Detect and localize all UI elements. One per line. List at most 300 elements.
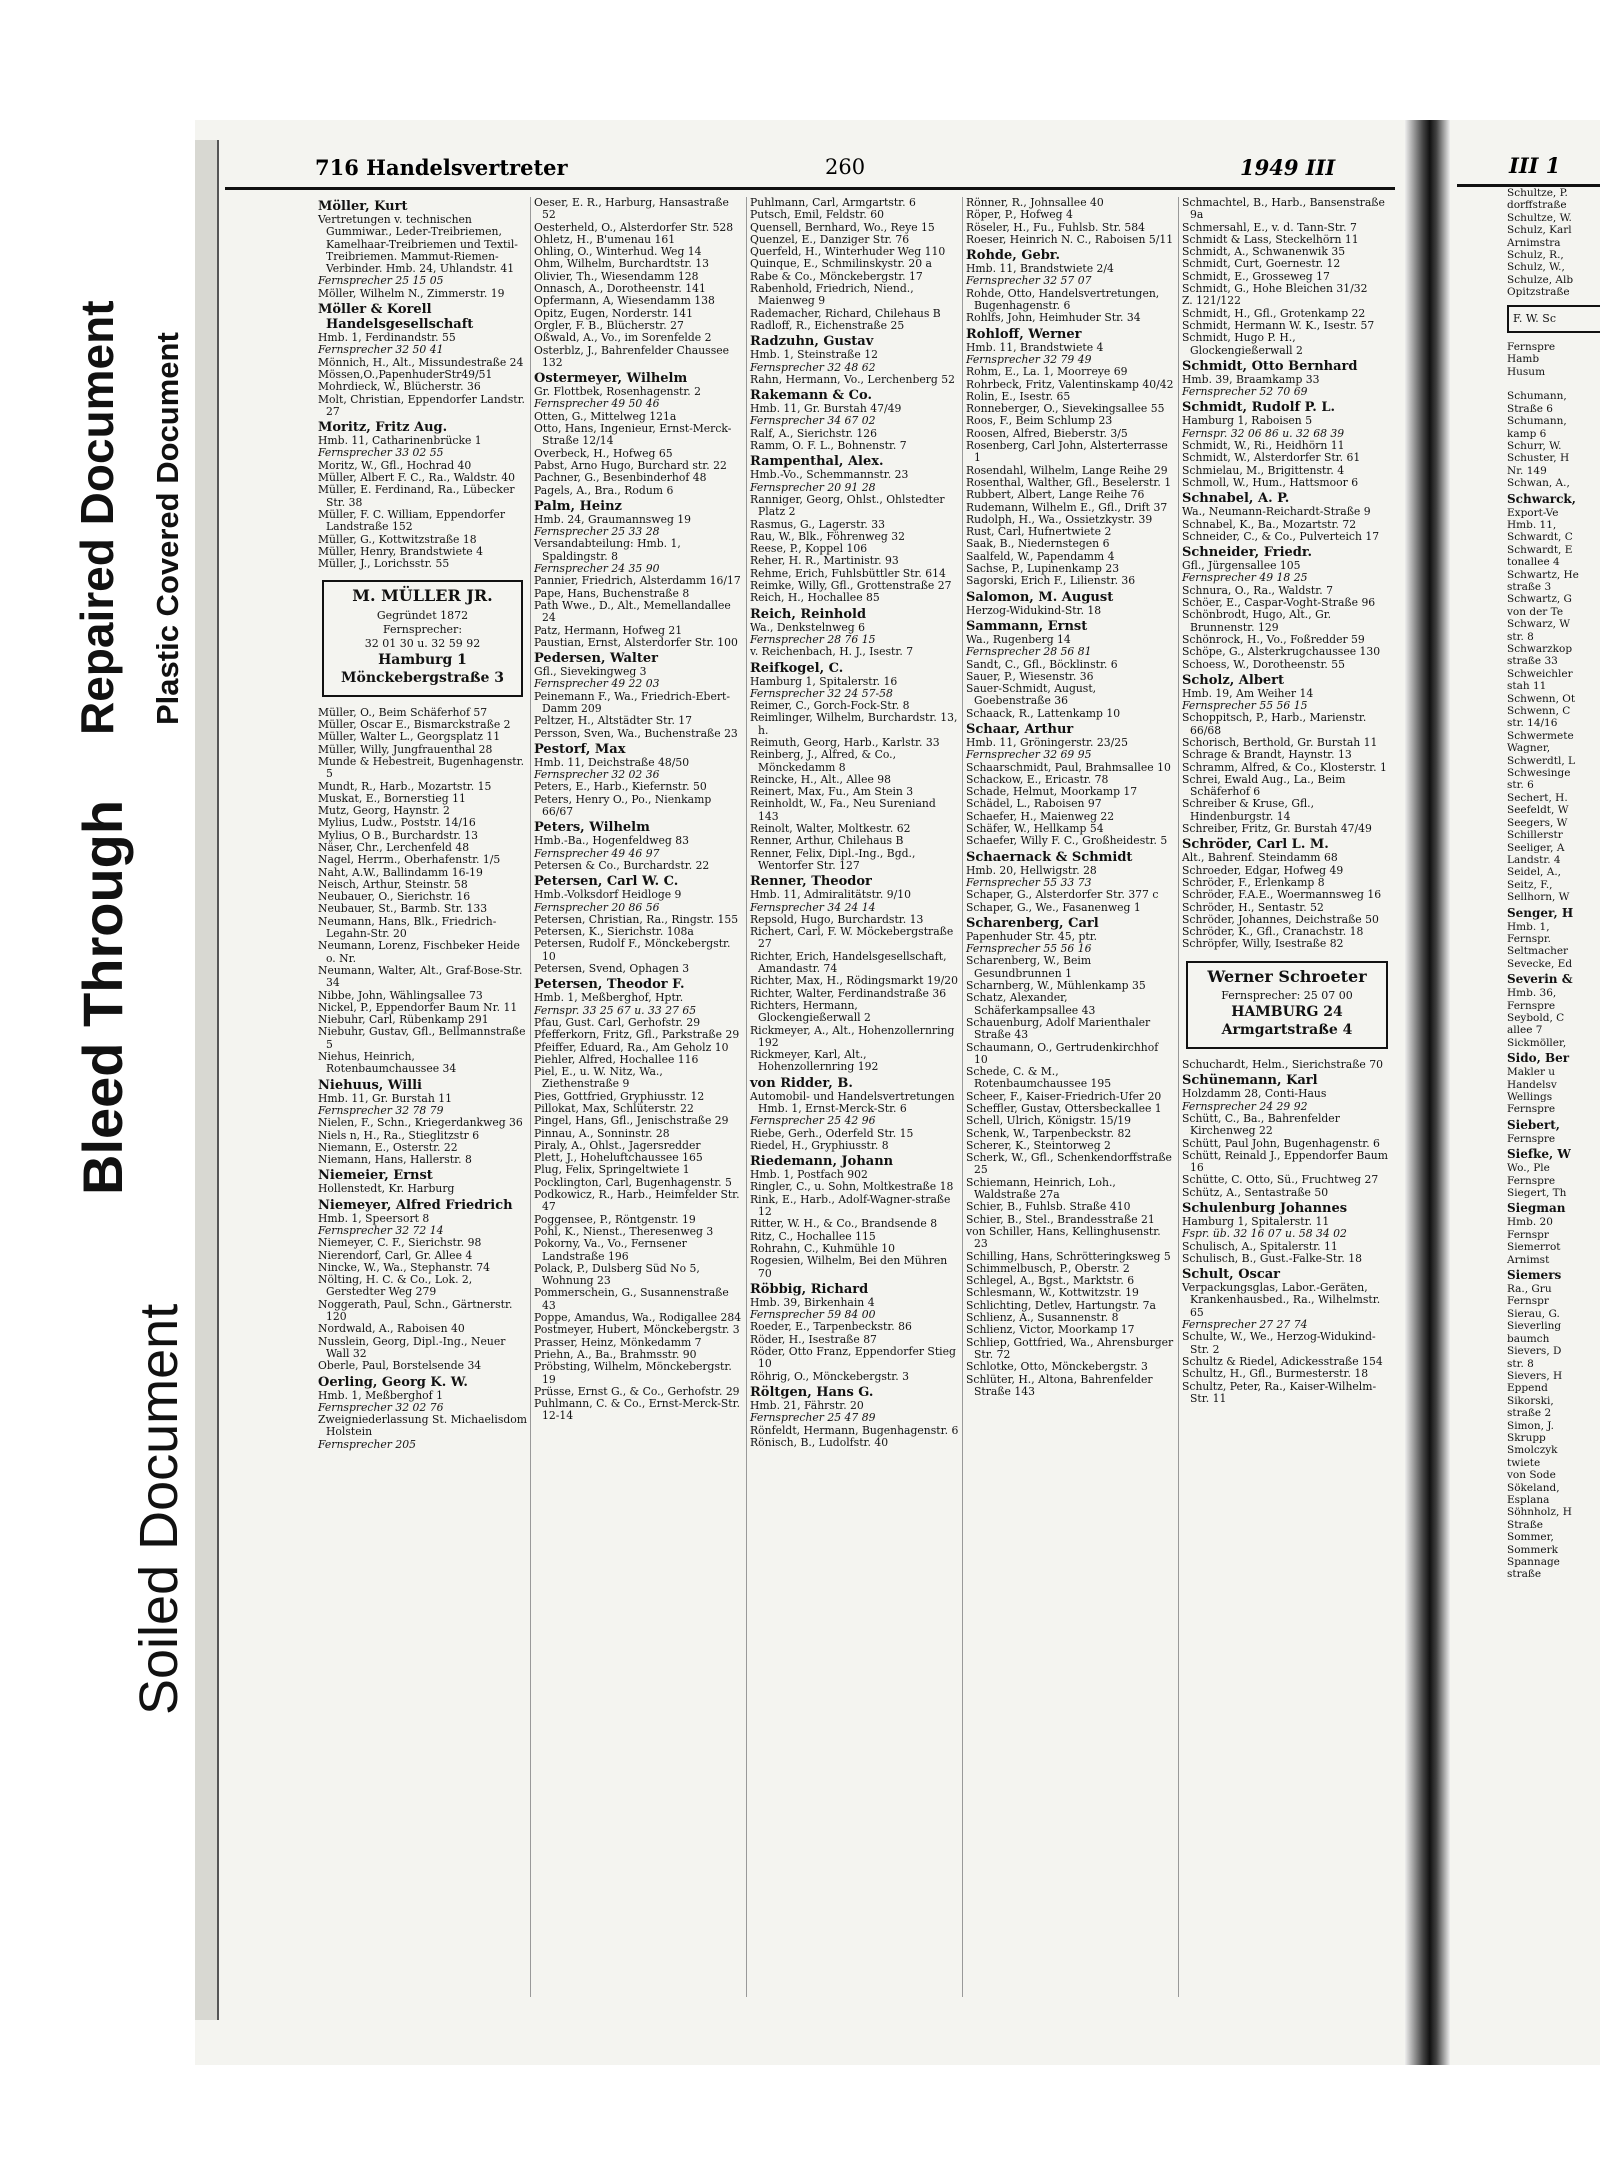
entry-phone: Fernsprecher 205 — [318, 1437, 416, 1451]
advertisement-title: M. MÜLLER JR. — [352, 586, 493, 606]
entry-line: Müller, E. Ferdinand, Ra., Lübecker Str. 38 — [318, 483, 515, 509]
entry-name: Pedersen, Walter — [534, 651, 658, 667]
entry-line: Petersen, K., Sierichstr. 108a — [534, 925, 694, 939]
entry-name: von Ridder, B. — [750, 1075, 853, 1091]
entry-line: Poggensee, P., Röntgenstr. 19 — [534, 1212, 696, 1226]
entry-line: Rabenhold, Friedrich, Niend., Maienweg 9 — [750, 282, 914, 308]
adjacent-entry-line: Ra., Gru — [1507, 1283, 1552, 1296]
entry-line: Schatz, Alexander, Schäferkampsallee 43 — [966, 991, 1096, 1017]
adjacent-entry-line: Schwenn, C — [1507, 705, 1571, 718]
entry-line: Rasmus, G., Lagerstr. 33 — [750, 517, 886, 531]
entry-line: Schulisch, A., Spitalerstr. 11 — [1182, 1239, 1338, 1253]
entry-line: Roeder, E., Tarpenbeckstr. 86 — [750, 1320, 912, 1334]
entry-line: Schackow, E., Ericastr. 78 — [966, 772, 1109, 786]
directory-column — [531, 197, 747, 1997]
entry-line: Schaarschmidt, Paul, Brahmsallee 10 — [966, 760, 1171, 774]
entry-name: Scharenberg, Carl — [966, 915, 1099, 931]
adjacent-entry-line: Seefeldt, W — [1507, 804, 1569, 817]
entry-phone: Fernsprecher 24 35 90 — [534, 562, 660, 576]
entry-line: Wa., Rugenberg 14 — [966, 632, 1071, 646]
entry-line: Schaper, G., We., Fasanenweg 1 — [966, 900, 1141, 914]
entry-line: Schmidt & Lass, Steckelhörn 11 — [1182, 232, 1359, 246]
entry-line: Schmidt, Hermann W. K., Isestr. 57 — [1182, 318, 1375, 332]
entry-name: Niehuus, Willi — [318, 1077, 422, 1093]
entry-line: Rudemann, Wilhelm E., Gfl., Drift 37 — [966, 500, 1168, 514]
entry-name: Rohde, Gebr. — [966, 248, 1060, 264]
entry-line: Hamburg 1, Raboisen 5 — [1182, 414, 1313, 428]
entry-line: Wa., Neumann-Reichardt-Straße 9 — [1182, 505, 1371, 519]
entry-line: Pfefferkorn, Fritz, Gfl., Parkstraße 29 — [534, 1028, 740, 1042]
entry-name: Sammann, Ernst — [966, 618, 1088, 634]
entry-line: Richter, Walter, Ferdinandstraße 36 — [750, 986, 947, 1000]
entry-line: Schaumann, O., Gertrudenkirchhof 10 — [966, 1040, 1159, 1066]
directory-column — [315, 197, 531, 1997]
entry-line: Pagels, A., Bra., Rodum 6 — [534, 483, 674, 497]
entry-line: Pfeiffer, Eduard, Ra., Am Geholz 10 — [534, 1040, 729, 1054]
directory-page — [225, 145, 1395, 2045]
entry-line: Müller, G., Kottwitzstraße 18 — [318, 532, 477, 546]
entry-line: Puhlmann, Carl, Armgartstr. 6 — [750, 197, 916, 209]
header-year: 1949 III — [1240, 155, 1336, 180]
entry-phone: Fernsprecher 32 69 95 — [966, 748, 1092, 762]
adjacent-entry-line: allee 7 — [1507, 1024, 1543, 1037]
entry-line: Hmb. 11, Brandstwiete 2/4 — [966, 262, 1114, 276]
entry-line: Pröbsting, Wilhelm, Mönckebergstr. 19 — [534, 1360, 732, 1386]
entry-line: Renner, Felix, Dipl.-Ing., Bgd., Wentorfer Str. 127 — [750, 846, 916, 872]
entry-line: Hmb. 20, Hellwigstr. 28 — [966, 863, 1097, 877]
adjacent-entry-line: Fernspre — [1507, 1103, 1556, 1116]
entry-line: Nibbe, John, Wählingsallee 73 — [318, 988, 483, 1002]
entry-line: Reinert, Max, Fu., Am Stein 3 — [750, 785, 914, 799]
entry-line: Schmidt, G., Hohe Bleichen 31/32 — [1182, 282, 1368, 296]
adjacent-entry-line: Schwermete — [1507, 729, 1574, 742]
entry-name: Schaar, Arthur — [966, 721, 1074, 737]
adjacent-entry-line: kamp 6 — [1507, 427, 1547, 440]
adjacent-entry-line: Simon, J. — [1507, 1419, 1554, 1432]
entry-line: Müller, J., Lorichsstr. 55 — [318, 557, 450, 571]
entry-line: Schröder, H., Sentastr. 52 — [1182, 900, 1324, 914]
entry-line: Schenk, W., Tarpenbeckstr. 82 — [966, 1126, 1132, 1140]
adjacent-entry-line: straße 3 — [1507, 580, 1552, 593]
adjacent-entry-line: Arnimst — [1507, 1253, 1550, 1266]
entry-line: Hmb. 11, Gröningerstr. 23/25 — [966, 735, 1128, 749]
entry-line: Schultz, H., Gfl., Burmesterstr. 18 — [1182, 1367, 1369, 1381]
entry-line: von Schiller, Hans, Kellinghusenstr. 23 — [966, 1224, 1161, 1251]
entry-line: Nagel, Herrm., Oberhafenstr. 1/5 — [318, 853, 501, 867]
entry-line: Ritter, W. H., & Co., Brandsende 8 — [750, 1217, 938, 1231]
adjacent-entry-line: Severin & — [1507, 972, 1573, 987]
entry-line: Hamburg 1, Spitalerstr. 16 — [750, 674, 898, 688]
entry-line: Hmb. 1, Steinstraße 12 — [750, 348, 878, 362]
entry-name: Schneider, Friedr. — [1182, 545, 1313, 561]
directory-column — [747, 197, 963, 1997]
book-edge — [195, 140, 219, 2020]
entry-line: Schilling, Hans, Schrötteringksweg 5 — [966, 1249, 1171, 1263]
entry-line: Schmidt, Curt, Goernestr. 12 — [1182, 257, 1341, 271]
adjacent-page-column — [1457, 187, 1600, 1581]
adjacent-entry-line: Schulz, W., — [1507, 261, 1565, 274]
entry-line: Hmb.-Vo., Schemmannstr. 23 — [750, 468, 909, 482]
adjacent-entry-line: Fernspr — [1507, 1228, 1549, 1241]
entry-line: Schier, B., Stel., Brandesstraße 21 — [966, 1212, 1155, 1226]
repaired-document-tag: Repaired Document — [71, 300, 123, 735]
entry-line: Schlegel, A., Bgst., Marktstr. 6 — [966, 1274, 1135, 1288]
entry-line: Noggerath, Paul, Schn., Gärtnerstr. 120 — [318, 1297, 513, 1324]
adjacent-entry-line: Sökeland, — [1507, 1481, 1560, 1494]
entry-line: Schönbrodt, Hugo, Alt., Gr. Brunnenstr. 129 — [1182, 608, 1332, 634]
entry-name: Moritz, Fritz Aug. — [318, 420, 448, 436]
entry-line: Niemann, E., Osterstr. 22 — [318, 1140, 458, 1154]
adjacent-entry-line: Senger, H — [1507, 905, 1574, 920]
entry-line: Schroeder, Edgar, Hofweg 49 — [1182, 863, 1344, 877]
entry-line: Schoppitsch, P., Harb., Marienstr. 66/68 — [1182, 711, 1367, 737]
bleed-through-tag: Bleed Through — [71, 799, 134, 1195]
entry-line: Schröpfer, Willy, Isestraße 82 — [1182, 937, 1344, 951]
entry-line: Nordwald, A., Raboisen 40 — [318, 1322, 465, 1336]
entry-phone: Fernsprecher 55 33 73 — [966, 875, 1092, 889]
entry-line: Rust, Carl, Hufnertwiete 2 — [966, 525, 1112, 539]
entry-line: Oberle, Paul, Borstelsende 34 — [318, 1359, 482, 1373]
entry-line: Schröder, K., Gfl., Cranachstr. 18 — [1182, 925, 1364, 939]
entry-line: Schlienz, Victor, Moorkamp 17 — [966, 1323, 1135, 1337]
adjacent-entry-line: Schwardt, E — [1507, 543, 1573, 556]
entry-phone: Fernsprecher 49 22 03 — [534, 677, 660, 691]
entry-line: Nusslein, Georg, Dipl.-Ing., Neuer Wall 32 — [318, 1334, 506, 1360]
entry-line: Neumann, Walter, Alt., Graf-Bose-Str. 34 — [318, 963, 523, 990]
adjacent-entry-line: Landstr. 4 — [1507, 853, 1561, 866]
adjacent-entry-line: dorffstraße — [1507, 199, 1567, 212]
plastic-covered-tag: Plastic Covered Document — [150, 332, 185, 725]
entry-line: Overbeck, H., Hofweg 65 — [534, 446, 673, 460]
entry-phone: Fernspr. 33 25 67 u. 33 27 65 — [534, 1003, 697, 1017]
entry-line: Mönnich, H., Alt., Missundestraße 24 — [318, 355, 524, 369]
entry-line: Hamburg 1, Spitalerstr. 11 — [1182, 1215, 1330, 1228]
entry-line: Schmidt, H., Gfl., Grotenkamp 22 — [1182, 306, 1366, 320]
entry-line: Hmb. 11, Gr. Burstah 11 — [318, 1091, 452, 1105]
adjacent-entry-line: Fernspre — [1507, 999, 1556, 1012]
directory-columns — [315, 197, 1395, 1997]
entry-line: Podkowicz, R., Harb., Heimfelder Str. 47 — [534, 1188, 740, 1214]
entry-line: Priehn, A., Ba., Brahmsstr. 90 — [534, 1347, 697, 1361]
entry-phone: Fernsprecher 32 48 62 — [750, 360, 876, 374]
directory-column — [1179, 197, 1395, 1997]
entry-line: Schuchardt, Helm., Sierichstraße 70 — [1182, 1058, 1383, 1072]
entry-line: Hmb. 1, Ferdinandstr. 55 — [318, 331, 456, 345]
entry-phone: Fernsprecher 25 47 89 — [750, 1411, 876, 1425]
entry-name: Rampenthal, Alex. — [750, 454, 884, 470]
entry-line: Richter, Erich, Handelsgesellschaft, Amandastr. 74 — [750, 949, 947, 976]
entry-line: Scharnberg, W., Mühlenkamp 35 — [966, 979, 1146, 993]
adjacent-entry-line: stah 11 — [1507, 680, 1547, 693]
adjacent-entry-line: Sido, Ber — [1507, 1051, 1570, 1066]
adjacent-entry-line: Sieverling — [1507, 1320, 1562, 1333]
entry-line: Automobil- und Handelsvertretungen Hmb. 1, Ernst-Merck-Str. 6 — [750, 1089, 955, 1115]
entry-line: Verpackungsglas, Labor.-Geräten, Krankenhausbed., Ra., Wilhelmstr. 65 — [1182, 1281, 1381, 1319]
entry-line: Radloff, R., Eichenstraße 25 — [750, 318, 905, 332]
entry-name: Schult, Oscar — [1182, 1267, 1281, 1283]
entry-phone: Fernsprecher 32 50 41 — [318, 343, 444, 357]
adjacent-entry-line: Fernspr. — [1507, 932, 1552, 945]
entry-phone: Fernsprecher 59 84 00 — [750, 1308, 876, 1322]
entry-line: Richters, Hermann, Glockengießerwall 2 — [750, 998, 871, 1025]
entry-line: Schultz & Riedel, Adickesstraße 154 — [1182, 1354, 1383, 1368]
entry-line: Schramm, Alfred, & Co., Klosterstr. 1 — [1182, 760, 1387, 774]
entry-line: Nölting, H. C. & Co., Lok. 2, Gerstedter Weg 279 — [318, 1273, 473, 1299]
entry-line: Peters, Henry O., Po., Nienkamp 66/67 — [534, 792, 712, 819]
entry-name: Riedemann, Johann — [750, 1154, 894, 1170]
entry-line: Müller, Henry, Brandstwiete 4 — [318, 544, 483, 558]
entry-line: Hmb. 1, Meßberghof, Hptr. — [534, 991, 684, 1005]
entry-line: Herzog-Widukind-Str. 18 — [966, 603, 1102, 617]
entry-name: Röltgen, Hans G. — [750, 1384, 874, 1400]
entry-line: Müller, O., Beim Schäferhof 57 — [318, 705, 488, 719]
entry-line: Rudolph, H., Wa., Ossietzkystr. 39 — [966, 512, 1153, 526]
entry-line: Schlichting, Detlev, Hartungstr. 7a — [966, 1298, 1156, 1312]
entry-line: Holzdamm 28, Conti-Haus — [1182, 1087, 1327, 1101]
entry-line: Schede, C. & M., Rotenbaumchaussee 195 — [966, 1065, 1112, 1091]
entry-line: Rönisch, B., Ludolfstr. 40 — [750, 1435, 889, 1449]
entry-line: Schmersahl, E., v. d. Tann-Str. 7 — [1182, 220, 1357, 234]
entry-line: Richert, Carl, F. W. Möckebergstraße 27 — [750, 925, 954, 951]
entry-line: Müller, F. C. William, Eppendorfer Landstraße 152 — [318, 507, 505, 534]
entry-line: Müller, Willy, Jungfrauenthal 28 — [318, 742, 493, 756]
adjacent-entry-line: Wagner, — [1507, 742, 1551, 755]
entry-line: Niels n, H., Ra., Stieglitzstr 6 — [318, 1128, 480, 1142]
adjacent-entry-line: Fernspre — [1507, 341, 1556, 354]
header-section-title: 716 Handelsvertreter — [315, 155, 568, 180]
adjacent-entry-line: Fernspre — [1507, 1132, 1556, 1145]
advertisement-line: 32 01 30 u. 32 59 92 — [364, 636, 481, 650]
entry-line: Naht, A.W., Ballindamm 16-19 — [318, 865, 483, 879]
entry-line: Quinque, E., Schmilinskystr. 20 a — [750, 257, 932, 271]
entry-line: Ramm, O. F. L., Bohnenstr. 7 — [750, 439, 907, 453]
entry-name: Radzuhn, Gustav — [750, 334, 874, 350]
entry-phone: Fernsprecher 20 91 28 — [750, 480, 876, 494]
adjacent-entry-line: Seeliger, A — [1507, 841, 1565, 854]
entry-line: Hmb.-Ba., Hogenfeldweg 83 — [534, 834, 689, 848]
entry-line: Rohde, Otto, Handelsvertretungen, Bugenhagenstr. 6 — [966, 286, 1160, 313]
entry-name: Schmidt, Otto Bernhard — [1182, 358, 1358, 374]
entry-line: Patz, Hermann, Hofweg 21 — [534, 623, 683, 637]
entry-line: Schier, B., Fuhlsb. Straße 410 — [966, 1200, 1131, 1214]
entry-line: Prasser, Heinz, Mönkedamm 7 — [534, 1335, 702, 1349]
adjacent-entry-line: Export-Ve — [1507, 506, 1559, 519]
adjacent-entry-line: Wellings — [1507, 1091, 1553, 1103]
entry-line: v. Reichenbach, H. J., Isestr. 7 — [750, 645, 914, 659]
entry-line: Schröder, F.A.E., Woermannsweg 16 — [1182, 888, 1382, 902]
adjacent-entry-line: Sellhorn, W — [1507, 891, 1570, 904]
page-header — [225, 145, 1395, 190]
entry-line: Pachner, G., Besenbinderhof 48 — [534, 471, 707, 485]
entry-line: Schaefer, H., Maienweg 22 — [966, 809, 1115, 823]
entry-line: Schorisch, Berthold, Gr. Burstah 11 — [1182, 735, 1378, 749]
adjacent-entry-line: Esplana — [1507, 1493, 1550, 1506]
entry-line: Roos, F., Beim Schlump 23 — [966, 414, 1113, 428]
adjacent-entry-line: straße 2 — [1507, 1407, 1552, 1420]
entry-line: Mundt, R., Harb., Mozartstr. 15 — [318, 779, 492, 793]
entry-name: Pestorf, Max — [534, 741, 626, 757]
entry-line: Otten, G., Mittelweg 121a — [534, 409, 677, 423]
entry-line: Nielen, F., Schn., Kriegerdankweg 36 — [318, 1116, 523, 1130]
entry-line: Schaack, R., Lattenkamp 10 — [966, 706, 1121, 720]
adjacent-entry-line: Opitzstraße — [1507, 286, 1570, 299]
advertisement-line: Fernsprecher: 25 07 00 — [1221, 989, 1353, 1003]
adjacent-entry-line: Straße 6 — [1507, 402, 1553, 415]
entry-line: Reinholdt, W., Fa., Neu Sureniand 143 — [750, 797, 936, 823]
entry-phone: Fernsprecher 28 56 81 — [966, 645, 1092, 659]
entry-line: Peinemann F., Wa., Friedrich-Ebert-Damm 209 — [534, 689, 730, 715]
entry-line: Plett, J., Hoheluftchaussee 165 — [534, 1151, 703, 1165]
entry-line: Schmidt, W., Ri., Heidhörn 11 — [1182, 439, 1345, 453]
entry-phone: Fernsprecher 20 86 56 — [534, 900, 660, 914]
adjacent-entry-line: Wo., Ple — [1507, 1162, 1550, 1175]
entry-line: Piraly, A., Ohlst., Jagersredder — [534, 1138, 701, 1152]
book-gutter — [1405, 120, 1450, 2065]
entry-line: Ralf, A., Sierichstr. 126 — [750, 426, 878, 440]
entry-line: Schönrock, H., Vo., Foßredder 59 — [1182, 632, 1365, 646]
entry-line: Schmoll, W., Hum., Hattsmoor 6 — [1182, 475, 1359, 489]
entry-name: Schaernack & Schmidt — [966, 849, 1133, 865]
adjacent-entry-line: Fernspre — [1507, 1174, 1556, 1187]
entry-line: Ohletz, H., B'umenau 161 — [534, 232, 676, 246]
entry-line: Hmb. 11, Gr. Burstah 47/49 — [750, 402, 902, 416]
adjacent-entry-line: Sickmöller, — [1507, 1036, 1567, 1049]
entry-line: Moritz, W., Gfl., Hochrad 40 — [318, 458, 472, 472]
entry-line: Otto, Hans, Ingenieur, Ernst-Merck-Straße 12/14 — [534, 422, 732, 448]
adjacent-entry-line: von Sode — [1507, 1469, 1556, 1482]
entry-phone: Fernsprecher 28 76 15 — [750, 632, 876, 646]
adjacent-entry-line: Siemers — [1507, 1268, 1562, 1283]
entry-phone: Fernsprecher 24 29 92 — [1182, 1099, 1308, 1113]
entry-line: Munde & Hebestreit, Bugenhagenstr. 5 — [318, 754, 525, 781]
entry-name: Oerling, Georg K. W. — [318, 1374, 468, 1390]
adjacent-entry-line: Seidel, A., — [1507, 866, 1561, 879]
advertisement-address: Mönckebergstraße 3 — [341, 669, 504, 686]
entry-line: Piehler, Alfred, Hochallee 116 — [534, 1052, 699, 1066]
entry-line: Näser, Chr., Lerchenfeld 48 — [318, 840, 470, 854]
entry-line: Rademacher, Richard, Chilehaus B — [750, 306, 941, 320]
entry-line: Gfl., Sievekingweg 3 — [534, 665, 647, 679]
entry-line: Hmb. 39, Birkenhain 4 — [750, 1295, 875, 1309]
adjacent-entry-line: Schwarz, W — [1507, 618, 1571, 631]
entry-line: Richter, Max, H., Rödingsmarkt 19/20 — [750, 974, 958, 988]
entry-line: Pinnau, A., Sonninstr. 28 — [534, 1126, 670, 1140]
entry-name: Niemeier, Ernst — [318, 1168, 433, 1184]
entry-line: Hmb. 39, Braamkamp 33 — [1182, 372, 1320, 386]
entry-name: Renner, Theodor — [750, 874, 872, 890]
entry-line: Zweigniederlassung St. Michaelisdom Holstein — [318, 1413, 528, 1439]
advertisement-line: Fernsprecher: — [382, 622, 463, 636]
adjacent-entry-line: twiete — [1507, 1456, 1541, 1469]
entry-line: Schulte, W., We., Herzog-Widukind-Str. 2 — [1182, 1330, 1376, 1356]
adjacent-entry-line: Schulz, Karl — [1507, 224, 1572, 237]
entry-phone: Fernsprecher 32 72 14 — [318, 1224, 444, 1237]
entry-line: Quensell, Bernhard, Wo., Reye 15 — [750, 220, 935, 234]
adjacent-entry-line: Siebert, — [1507, 1117, 1560, 1132]
entry-line: Niehus, Heinrich, Rotenbaumchaussee 34 — [318, 1050, 457, 1076]
entry-line: Rohrbeck, Fritz, Valentinskamp 40/42 — [966, 377, 1174, 391]
adjacent-entry-line: Schwarck, — [1507, 491, 1576, 506]
entry-line: Hmb.-Volksdorf Heidloge 9 — [534, 888, 682, 902]
entry-phone: Fernsprecher 33 02 55 — [318, 446, 444, 460]
entry-line: Schade, Helmut, Moorkamp 17 — [966, 785, 1138, 799]
entry-line: Rau, W., Blk., Föhrenweg 32 — [750, 529, 905, 543]
adjacent-entry-line: Siegert, Th — [1507, 1187, 1567, 1200]
entry-line: Ringler, C., u. Sohn, Moltkestraße 18 — [750, 1180, 954, 1194]
adjacent-entry-line: Schwan, A., — [1507, 477, 1570, 490]
entry-line: Schnabel, K., Ba., Mozartstr. 72 — [1182, 517, 1357, 531]
entry-line: Schnura, O., Ra., Waldstr. 7 — [1182, 583, 1333, 597]
adjacent-entry-line: Sechert, H. — [1507, 791, 1568, 804]
entry-line: Schmielau, M., Brigittenstr. 4 — [1182, 463, 1345, 477]
entry-line: Hmb. 1, Meßberghof 1 — [318, 1388, 443, 1402]
entry-name: Möller, Kurt — [318, 199, 408, 214]
entry-line: Schrage & Brandt, Haynstr. 13 — [1182, 748, 1352, 762]
entry-line: Oßwald, A., Vo., im Sorenfelde 2 — [534, 331, 712, 345]
entry-line: Polack, P., Dulsberg Süd No 5, Wohnung 23 — [534, 1261, 700, 1288]
entry-phone: Fernsprecher 55 56 15 — [1182, 699, 1308, 713]
entry-line: Querfeld, H., Winterhuder Weg 110 — [750, 245, 946, 259]
entry-line: Sauer, P., Wiesenstr. 36 — [966, 669, 1094, 683]
adjacent-entry-line: Sommer, — [1507, 1531, 1554, 1544]
entry-line: Schmachtel, B., Harb., Bansenstraße 9a — [1182, 197, 1385, 222]
entry-name: Schmidt, Rudolf P. L. — [1182, 400, 1336, 416]
entry-line: Peltzer, H., Altstädter Str. 17 — [534, 714, 693, 728]
entry-line: Schmidt, E., Grosseweg 17 — [1182, 269, 1330, 283]
adjacent-entry-line: Sierau, G. — [1507, 1307, 1560, 1320]
adjacent-entry-line: Schultze, W. — [1507, 211, 1572, 224]
header-page-number: 260 — [825, 155, 866, 179]
entry-line: Opfermann, A, Wiesendamm 138 — [534, 294, 715, 308]
adjacent-entry-line: straße 33 — [1507, 655, 1558, 668]
adjacent-entry-line: Hmb. 11, — [1507, 518, 1557, 531]
entry-phone: Fernsprecher 34 67 02 — [750, 414, 876, 428]
entry-line: Niemann, Hans, Hallerstr. 8 — [318, 1153, 472, 1167]
adjacent-entry-line: Schuster, H — [1507, 452, 1570, 465]
entry-line: Hmb. 21, Fährstr. 20 — [750, 1398, 864, 1412]
entry-line: Pommerschein, G., Susannenstraße 43 — [534, 1286, 729, 1312]
entry-line: Pfau, Gust. Carl, Gerhofstr. 29 — [534, 1015, 701, 1029]
adjacent-entry-line: Hmb. 1, — [1507, 920, 1550, 933]
adjacent-entry-line: Schwerdtl, L — [1507, 754, 1576, 767]
entry-line: Rubbert, Albert, Lange Reihe 76 — [966, 488, 1145, 502]
entry-line: Postmeyer, Hubert, Mönckebergstr. 3 — [534, 1323, 740, 1337]
entry-line: Schmidt, W., Alsterdorfer Str. 61 — [1182, 451, 1361, 465]
entry-line: Scheer, F., Kaiser-Friedrich-Ufer 20 — [966, 1089, 1162, 1103]
adjacent-page-header: III 1 — [1457, 145, 1600, 187]
entry-line: Rahn, Hermann, Vo., Lerchenberg 52 — [750, 372, 956, 386]
entry-line: Pape, Hans, Buchenstraße 8 — [534, 586, 690, 600]
entry-phone: Fernsprecher 32 02 76 — [318, 1400, 444, 1414]
entry-line: Repsold, Hugo, Burchardstr. 13 — [750, 912, 924, 926]
adjacent-entry-line: Arnimstra — [1507, 236, 1561, 249]
entry-line: Mylius, O B., Burchardstr. 13 — [318, 828, 478, 842]
entry-line: Ranniger, Georg, Ohlst., Ohlstedter Platz 2 — [750, 492, 945, 519]
advertisement-box — [1186, 961, 1388, 1049]
entry-line: Hmb. 24, Graumannsweg 19 — [534, 512, 692, 526]
entry-line: Rosendahl, Wilhelm, Lange Reihe 29 — [966, 463, 1168, 477]
entry-phone: Fernsprecher 32 79 49 — [966, 352, 1092, 366]
entry-name: Röbbig, Richard — [750, 1281, 869, 1297]
entry-line: Plug, Felix, Springeltwiete 1 — [534, 1163, 690, 1177]
adjacent-page — [1457, 145, 1600, 2045]
entry-line: Riebe, Gerh., Oderfeld Str. 15 — [750, 1126, 914, 1140]
entry-line: Hmb. 19, Am Weiher 14 — [1182, 686, 1314, 700]
entry-line: Schaefer, Willy F. C., Großheidestr. 5 — [966, 834, 1168, 848]
entry-line: Rohlfs, John, Heimhuder Str. 34 — [966, 311, 1141, 325]
entry-line: Scherk, W., Gfl., Schenkendorffstraße 25 — [966, 1151, 1172, 1177]
entry-line: Schöpe, G., Alsterkrugchaussee 130 — [1182, 645, 1381, 659]
